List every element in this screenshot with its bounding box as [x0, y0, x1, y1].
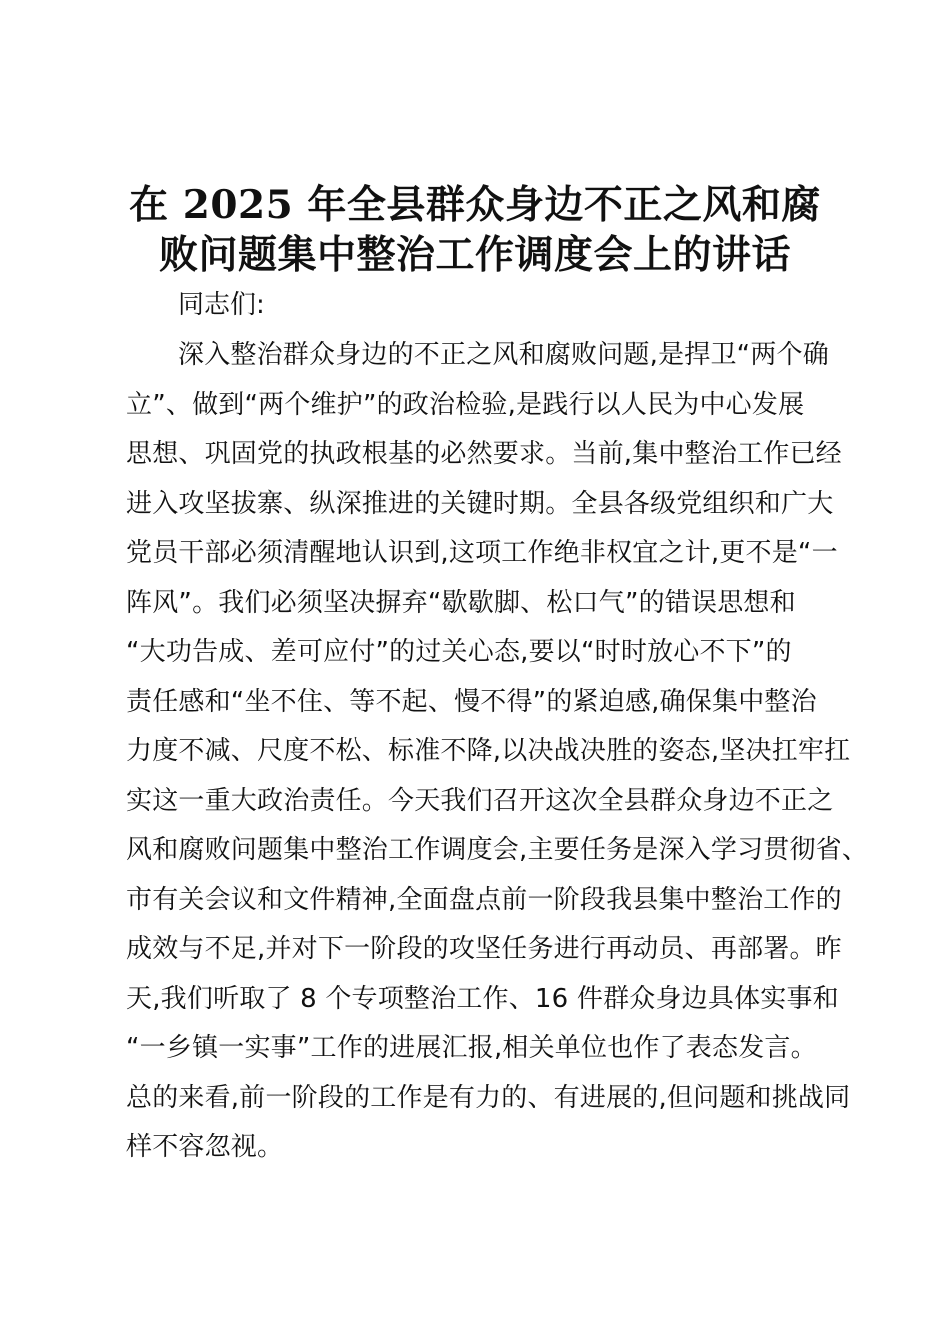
- paragraph-line: 阵风”。我们必须坚决摒弃“歇歇脚、松口气”的错误思想和: [126, 587, 796, 618]
- paragraph-line: 成效与不足,并对下一阶段的攻坚任务进行再动员、再部署。昨: [126, 934, 842, 964]
- paragraph-line: 思想、巩固党的执政根基的必然要求。当前,集中整治工作已经: [126, 439, 842, 469]
- paragraph-line: 党员干部必须清醒地认识到,这项工作绝非权宜之计,更不是“一: [126, 538, 838, 568]
- paragraph-line: 力度不减、尺度不松、标准不降,以决战决胜的姿态,坚决扛牢扛: [126, 736, 851, 766]
- title-line-1: 在 2025 年全县群众身边不正之风和腐: [129, 182, 821, 228]
- salutation: 同志们:: [178, 290, 265, 320]
- paragraph-line: 天,我们听取了 8 个专项整治工作、16 件群众身边具体实事和: [126, 983, 839, 1014]
- title-line-2: 败问题集中整治工作调度会上的讲话: [158, 232, 791, 278]
- paragraph-line: 风和腐败问题集中整治工作调度会,主要任务是深入学习贯彻省、: [126, 835, 869, 865]
- paragraph-line: 样不容忽视。: [126, 1132, 284, 1162]
- paragraph-line: 市有关会议和文件精神,全面盘点前一阶段我县集中整治工作的: [126, 884, 842, 915]
- document-title: [120, 180, 830, 280]
- paragraph-line: 立”、做到“两个维护”的政治检验,是践行以人民为中心发展: [126, 389, 805, 420]
- paragraph-line: 责任感和“坐不住、等不起、慢不得”的紧迫感,确保集中整治: [126, 686, 817, 717]
- paragraph-line: 总的来看,前一阶段的工作是有力的、有进展的,但问题和挑战同: [126, 1082, 851, 1113]
- paragraph-line: “大功告成、差可应付”的过关心态,要以“时时放心不下”的: [126, 637, 792, 667]
- paragraph-line: “一乡镇一实事”工作的进展汇报,相关单位也作了表态发言。: [126, 1033, 817, 1063]
- paragraph-line: 深入整治群众身边的不正之风和腐败问题,是捍卫“两个确: [178, 340, 829, 370]
- paragraph-line: 实这一重大政治责任。今天我们召开这次全县群众身边不正之: [126, 785, 834, 816]
- body-paragraph: [126, 331, 869, 1173]
- paragraph-line: 进入攻坚拔寨、纵深推进的关键时期。全县各级党组织和广大: [126, 488, 834, 519]
